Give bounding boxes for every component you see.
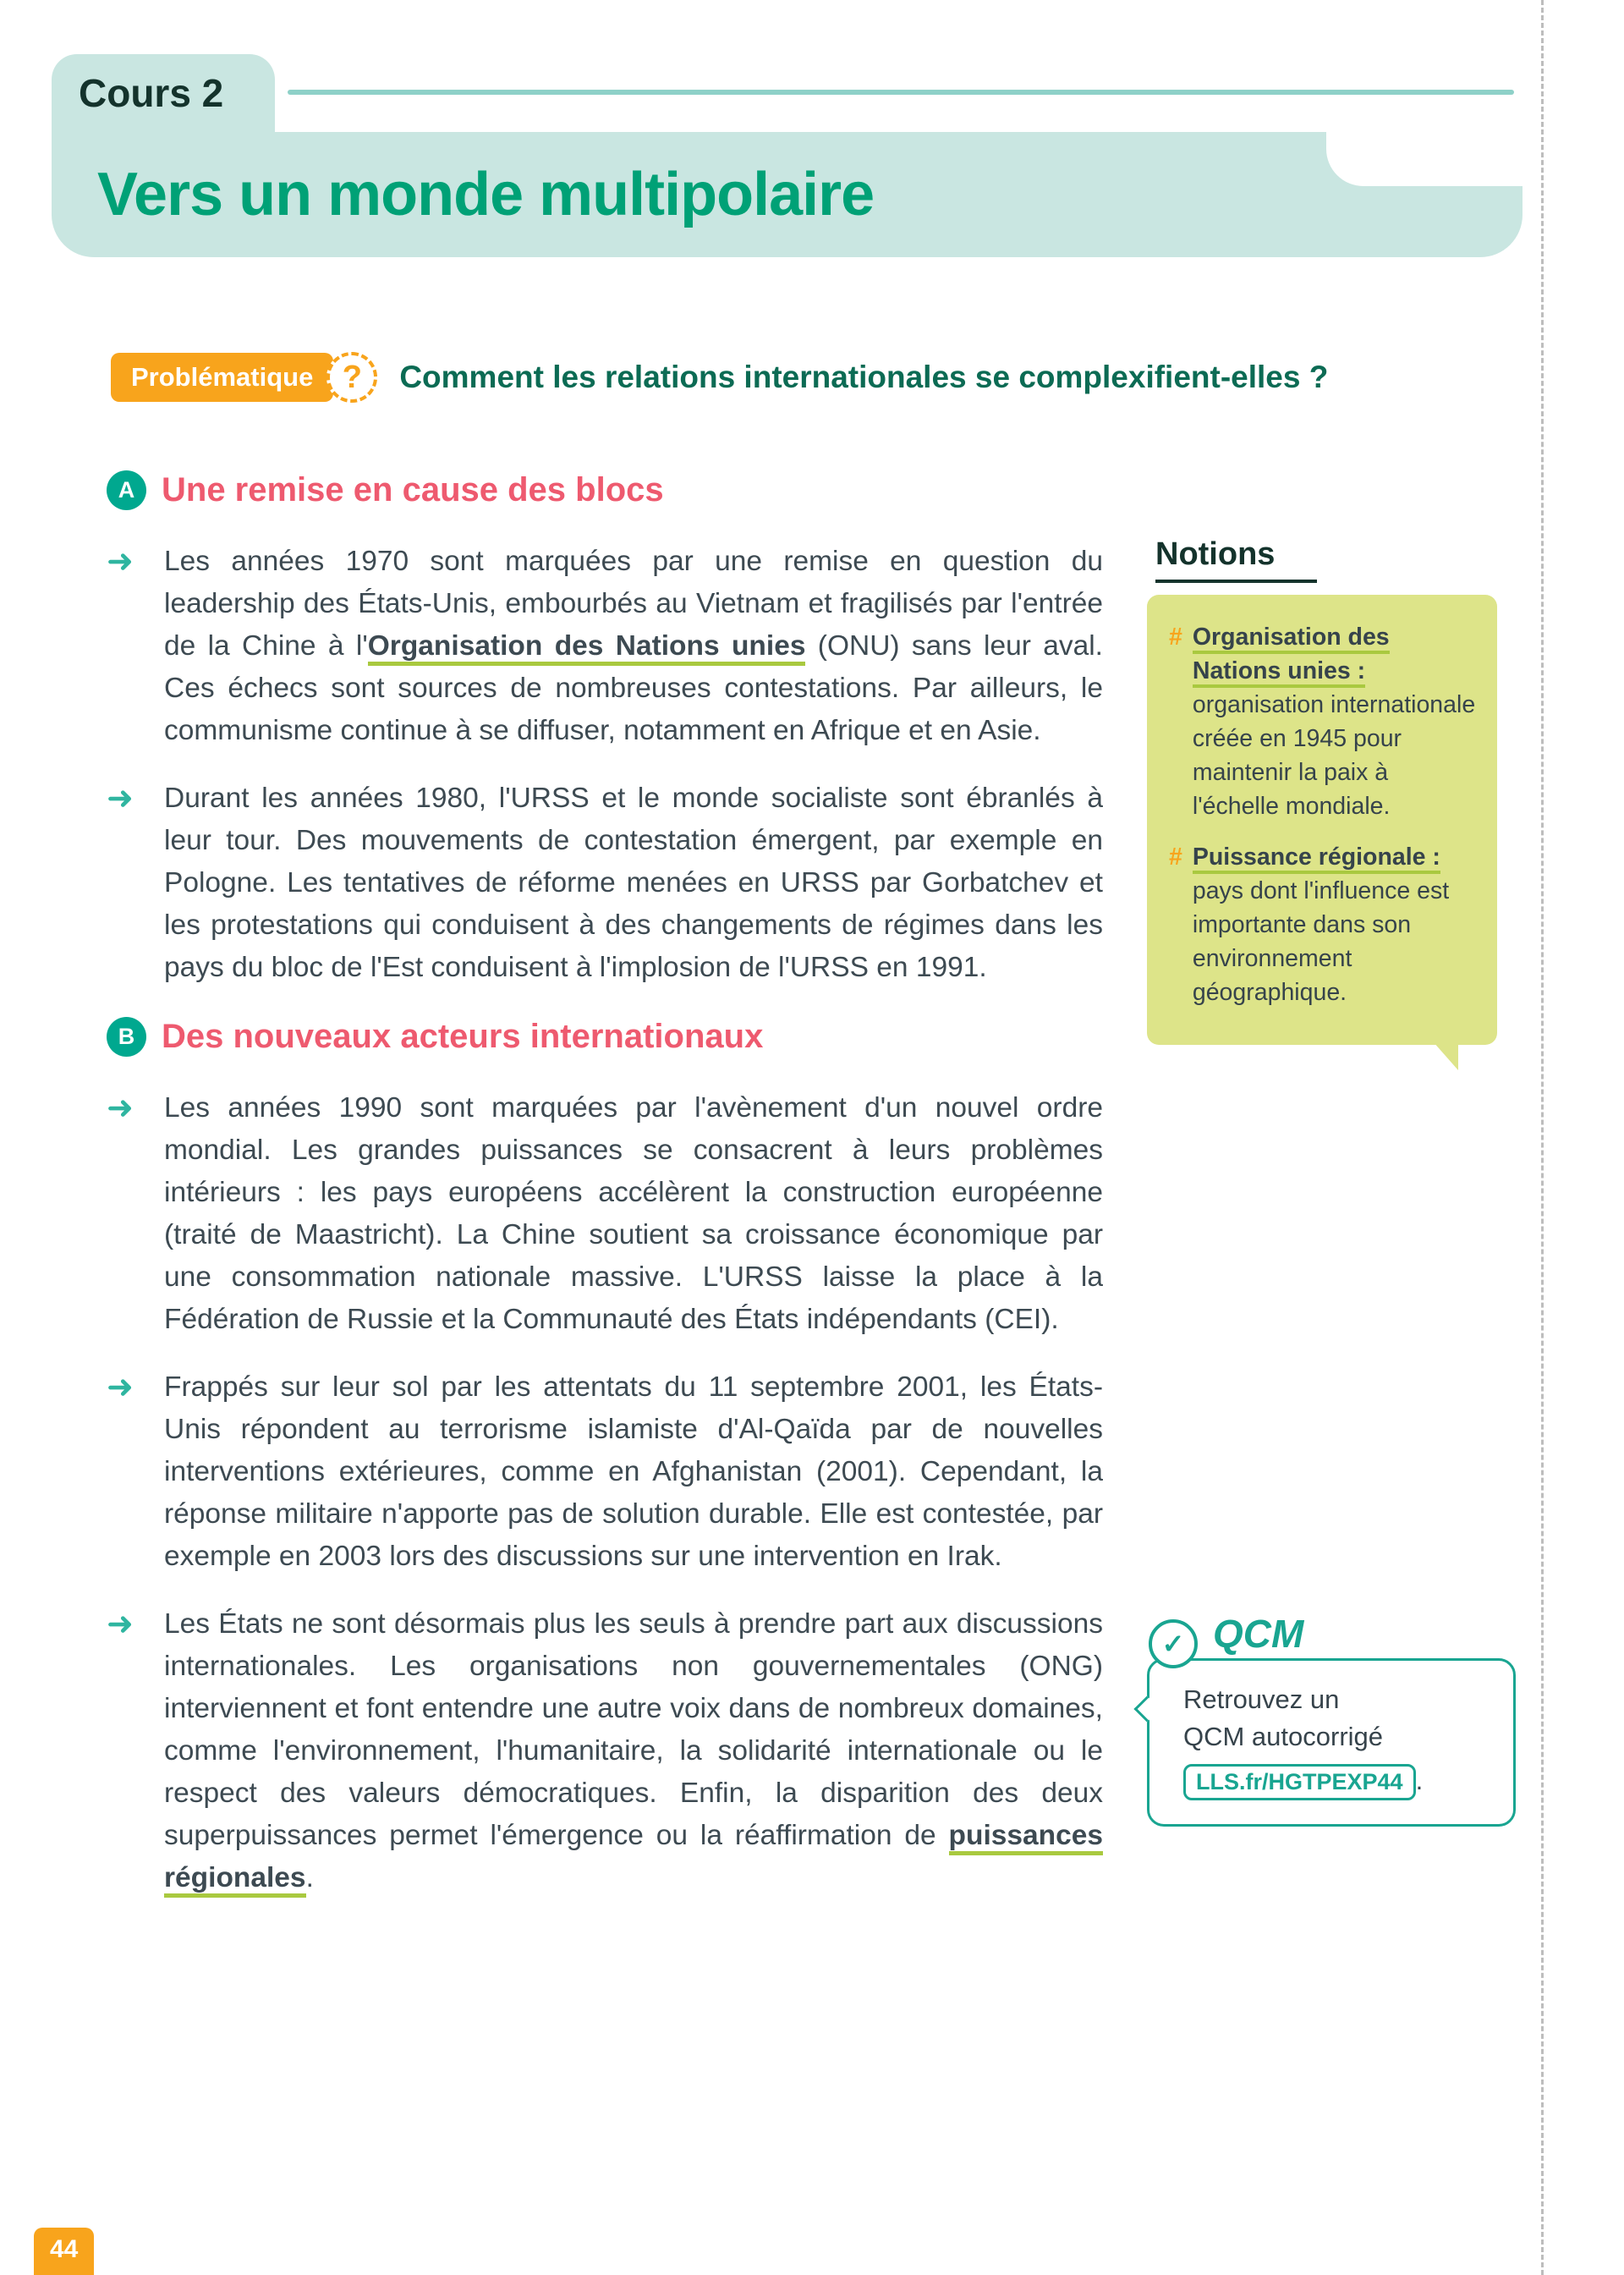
course-label-chip [52,54,275,132]
notion-text [1193,620,1477,823]
text-segment: (ONU) sans leur aval. Ces échecs sont sources de nombreuses contestations. Par ailleurs, le communisme continue à se diffuser, notamment en Afrique et en Asie. [164,630,1103,746]
qcm-text-line: Retrouvez un [1183,1684,1340,1714]
qcm-link-suffix: . [1415,1766,1424,1795]
section-b-header [107,1017,1103,1057]
qcm-callout [1147,1611,1516,1827]
paragraph [107,1087,1103,1341]
hash-icon: # [1169,844,1182,871]
text-segment: Durant les années 1980, l'URSS et le monde socialiste sont ébranlés à leur tour. Des mouvements de contestation émergent, par exemple en Pologne. Les tentatives de réforme menées en URSS par Gorbatchev et les protestations qui conduisent à des changements de régimes dans les pays du bloc de l'Est conduisent à l'implosion de l'URSS en 1991. [164,783,1103,983]
check-icon [1149,1619,1198,1668]
qcm-bubble-tail [1133,1695,1160,1722]
text-segment: . [305,1862,314,1893]
key-term: puissances régionales [164,1820,1103,1898]
course-label: Cours 2 [79,71,224,115]
section-letter-badge: B [107,1017,146,1057]
qcm-text-line: QCM autocorrigé [1183,1722,1384,1751]
arrow-bullet-icon: ➜ [107,1370,134,1405]
qcm-label: QCM [1213,1612,1304,1656]
banner-notch [1326,132,1522,186]
problematique-row [111,352,1481,403]
title-banner [52,132,1522,257]
notions-sidebar [1147,536,1497,1045]
qcm-box [1147,1658,1516,1827]
paragraph-text [164,1087,1103,1341]
dashed-cut-line [1541,0,1544,2275]
paragraph [107,1603,1103,1899]
paragraph [107,778,1103,989]
notion-definition: organisation internationale créée en 1945 pour maintenir la paix à l'échelle mondiale. [1192,691,1476,820]
section-heading: Des nouveaux acteurs internationaux [162,1018,764,1055]
notions-heading: Notions [1155,536,1317,583]
notion-term: Organisation des Nations unies : [1193,624,1390,688]
problematique-badge: Problématique [111,353,333,402]
arrow-bullet-icon: ➜ [107,1607,134,1642]
arrow-bullet-icon: ➜ [107,544,134,580]
text-segment: Les États ne sont désormais plus les seuls à prendre part aux discussions internationales. Les organisations non gouvernementales (ONG) interviennent et font entendre une autre voix dans de nombreux domaines, comme l'environnement, l'humanitaire, la solidarité internationale ou le respect des valeurs démocratiques. Enfin, la disparition des deux superpuissances permet l'émergence ou la réaffirmation de [164,1608,1103,1851]
arrow-bullet-icon: ➜ [107,1091,134,1126]
question-mark-glyph: ? [342,359,362,395]
speech-bubble-tail [1433,1041,1458,1070]
qcm-link[interactable]: LLS.fr/HGTPEXP44 [1183,1764,1416,1800]
key-term: Organisation des Nations unies [368,630,806,666]
notion-item [1169,840,1477,1009]
notion-text [1193,840,1477,1009]
notion-item [1169,620,1477,823]
text-segment: Frappés sur leur sol par les attentats du 11 septembre 2001, les États-Unis répondent au terrorisme islamiste d'Al-Qaïda par de nouvelles interventions extérieures, comme en Afghanistan (2001). Cependant, la réponse militaire n'apporte pas de solution durable. Elle est contestée, par exemple en 2003 lors des discussions sur une intervention en Irak. [164,1371,1103,1572]
paragraph-text [164,1366,1103,1578]
section-letter-badge: A [107,470,146,510]
text-segment: Les années 1970 sont marquées par une remise en question du leadership des États-Unis, embourbés au Vietnam et fragilisés par l'entrée de la Chine à l' [164,546,1103,662]
paragraph-text [164,1603,1103,1899]
notions-box [1147,595,1497,1045]
paragraph [107,1366,1103,1578]
arrow-bullet-icon: ➜ [107,781,134,816]
section-heading: Une remise en cause des blocs [162,471,664,508]
paragraph-text [164,541,1103,752]
notion-term: Puissance régionale : [1193,844,1440,874]
section-a [107,470,1103,1014]
notion-definition: pays dont l'influence est importante dans son environnement géographique. [1192,877,1450,1006]
section-b [107,1017,1103,1925]
question-mark-icon [326,352,377,403]
section-a-header [107,470,1103,510]
check-glyph: ✓ [1161,1629,1185,1659]
page-number-badge: 44 [34,2228,94,2275]
paragraph [107,541,1103,752]
qcm-link-row [1183,1764,1493,1800]
problematique-question: Comment les relations internationales se complexifient-elles ? [399,360,1329,394]
hash-icon: # [1169,624,1182,651]
header-rule [288,90,1514,95]
text-segment: Les années 1990 sont marquées par l'avènement d'un nouvel ordre mondial. Les grandes puissances se consacrent à leurs problèmes intérieurs : les pays européens accélèrent la construction européenne (traité de Maastricht). La Chine soutient sa croissance économique par une consommation nationale massive. L'URSS laisse la place à la Fédération de Russie et la Communauté des États indépendants (CEI). [164,1092,1103,1335]
page-title: Vers un monde multipolaire [97,161,875,228]
paragraph-text [164,778,1103,989]
